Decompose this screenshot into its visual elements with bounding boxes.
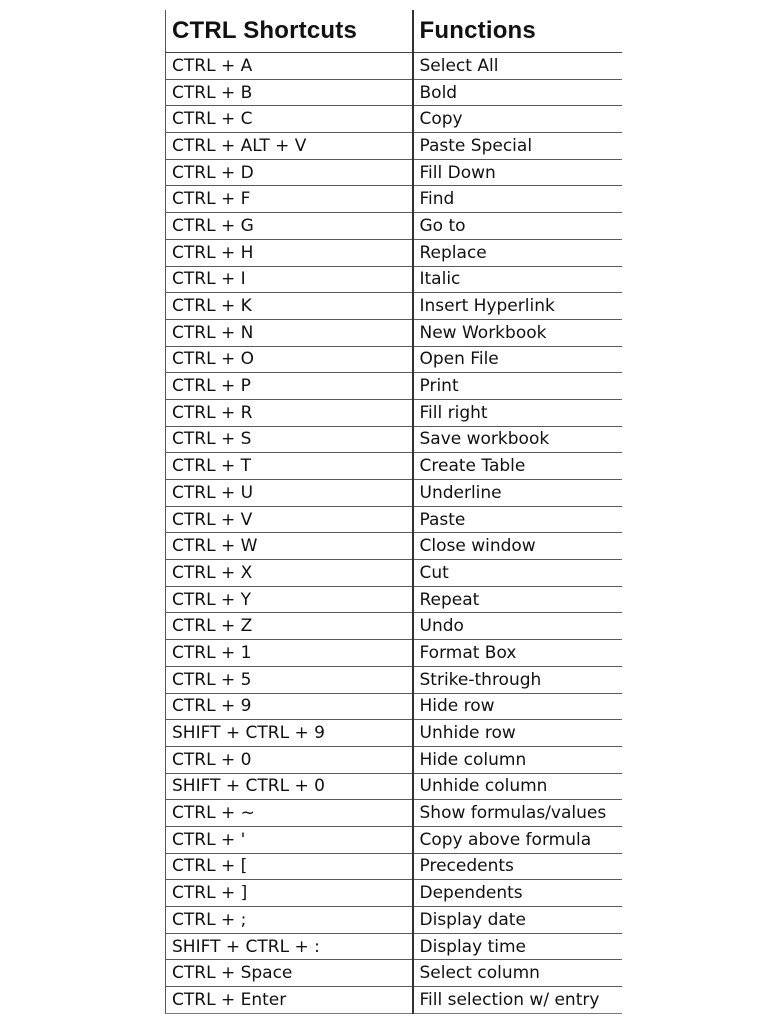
table-row	[166, 319, 622, 346]
shortcut-cell: SHIFT + CTRL + 9	[166, 720, 413, 747]
function-cell: Dependents	[413, 880, 622, 907]
table-row	[166, 373, 622, 400]
function-cell: Italic	[413, 266, 622, 293]
shortcuts-sheet	[165, 10, 621, 1013]
table-row	[166, 960, 622, 987]
table-row	[166, 880, 622, 907]
function-cell: Repeat	[413, 586, 622, 613]
table-row	[166, 186, 622, 213]
function-cell: Format Box	[413, 640, 622, 667]
table-row	[166, 853, 622, 880]
table-row	[166, 106, 622, 133]
shortcut-cell: CTRL + P	[166, 373, 413, 400]
shortcut-cell: CTRL + I	[166, 266, 413, 293]
function-cell: Save workbook	[413, 426, 622, 453]
table-row	[166, 746, 622, 773]
table-row	[166, 693, 622, 720]
header-row	[166, 10, 622, 53]
table-row	[166, 613, 622, 640]
table-row	[166, 640, 622, 667]
function-cell: Fill selection w/ entry	[413, 987, 622, 1014]
shortcut-cell: CTRL + A	[166, 53, 413, 80]
function-cell: Fill right	[413, 399, 622, 426]
table-row	[166, 560, 622, 587]
table-row	[166, 213, 622, 240]
shortcut-cell: CTRL + ;	[166, 907, 413, 934]
function-cell: Show formulas/values	[413, 800, 622, 827]
shortcut-cell: CTRL + 1	[166, 640, 413, 667]
table-row	[166, 480, 622, 507]
function-cell: Copy	[413, 106, 622, 133]
shortcut-cell: CTRL + U	[166, 480, 413, 507]
shortcut-cell: CTRL + ~	[166, 800, 413, 827]
table-row	[166, 987, 622, 1014]
function-cell: Select column	[413, 960, 622, 987]
shortcut-cell: CTRL + F	[166, 186, 413, 213]
shortcut-cell: SHIFT + CTRL + 0	[166, 773, 413, 800]
function-cell: Unhide column	[413, 773, 622, 800]
function-cell: Hide column	[413, 746, 622, 773]
shortcut-cell: CTRL + N	[166, 319, 413, 346]
function-cell: Create Table	[413, 453, 622, 480]
shortcut-cell: CTRL + Enter	[166, 987, 413, 1014]
table-row	[166, 506, 622, 533]
function-cell: Insert Hyperlink	[413, 293, 622, 320]
table-row	[166, 907, 622, 934]
table-row	[166, 533, 622, 560]
table-row	[166, 266, 622, 293]
shortcut-cell: CTRL + W	[166, 533, 413, 560]
shortcut-cell: SHIFT + CTRL + :	[166, 933, 413, 960]
shortcut-cell: CTRL + 0	[166, 746, 413, 773]
shortcut-cell: CTRL + B	[166, 79, 413, 106]
header-shortcuts: CTRL Shortcuts	[166, 10, 413, 53]
function-cell: New Workbook	[413, 319, 622, 346]
shortcut-cell: CTRL + ALT + V	[166, 133, 413, 160]
table-row	[166, 79, 622, 106]
table-row	[166, 586, 622, 613]
table-row	[166, 666, 622, 693]
shortcut-cell: CTRL + S	[166, 426, 413, 453]
shortcut-cell: CTRL + 9	[166, 693, 413, 720]
shortcut-cell: CTRL + 5	[166, 666, 413, 693]
table-row	[166, 293, 622, 320]
shortcut-cell: CTRL + K	[166, 293, 413, 320]
shortcut-cell: CTRL + X	[166, 560, 413, 587]
function-cell: Paste	[413, 506, 622, 533]
table-row	[166, 133, 622, 160]
table-row	[166, 773, 622, 800]
shortcut-cell: CTRL + R	[166, 399, 413, 426]
shortcut-cell: CTRL + H	[166, 239, 413, 266]
function-cell: Cut	[413, 560, 622, 587]
shortcut-cell: CTRL + Space	[166, 960, 413, 987]
function-cell: Copy above formula	[413, 826, 622, 853]
table-row	[166, 399, 622, 426]
function-cell: Paste Special	[413, 133, 622, 160]
function-cell: Precedents	[413, 853, 622, 880]
shortcut-cell: CTRL + Y	[166, 586, 413, 613]
shortcut-cell: CTRL + ]	[166, 880, 413, 907]
table-row	[166, 933, 622, 960]
function-cell: Display time	[413, 933, 622, 960]
function-cell: Bold	[413, 79, 622, 106]
table-row	[166, 239, 622, 266]
shortcut-cell: CTRL + G	[166, 213, 413, 240]
function-cell: Undo	[413, 613, 622, 640]
table-row	[166, 346, 622, 373]
shortcut-cell: CTRL + O	[166, 346, 413, 373]
shortcuts-table	[165, 10, 622, 1014]
table-row	[166, 53, 622, 80]
table-row	[166, 800, 622, 827]
function-cell: Open File	[413, 346, 622, 373]
function-cell: Replace	[413, 239, 622, 266]
function-cell: Select All	[413, 53, 622, 80]
function-cell: Go to	[413, 213, 622, 240]
table-row	[166, 826, 622, 853]
table-row	[166, 453, 622, 480]
shortcut-cell: CTRL + T	[166, 453, 413, 480]
shortcut-cell: CTRL + V	[166, 506, 413, 533]
function-cell: Print	[413, 373, 622, 400]
function-cell: Unhide row	[413, 720, 622, 747]
function-cell: Underline	[413, 480, 622, 507]
function-cell: Close window	[413, 533, 622, 560]
table-row	[166, 426, 622, 453]
shortcut-cell: CTRL + Z	[166, 613, 413, 640]
function-cell: Hide row	[413, 693, 622, 720]
function-cell: Display date	[413, 907, 622, 934]
shortcut-cell: CTRL + '	[166, 826, 413, 853]
shortcuts-table-body	[166, 53, 622, 1014]
shortcut-cell: CTRL + C	[166, 106, 413, 133]
table-row	[166, 159, 622, 186]
function-cell: Fill Down	[413, 159, 622, 186]
function-cell: Strike-through	[413, 666, 622, 693]
function-cell: Find	[413, 186, 622, 213]
header-functions: Functions	[413, 10, 622, 53]
table-row	[166, 720, 622, 747]
shortcut-cell: CTRL + D	[166, 159, 413, 186]
shortcut-cell: CTRL + [	[166, 853, 413, 880]
